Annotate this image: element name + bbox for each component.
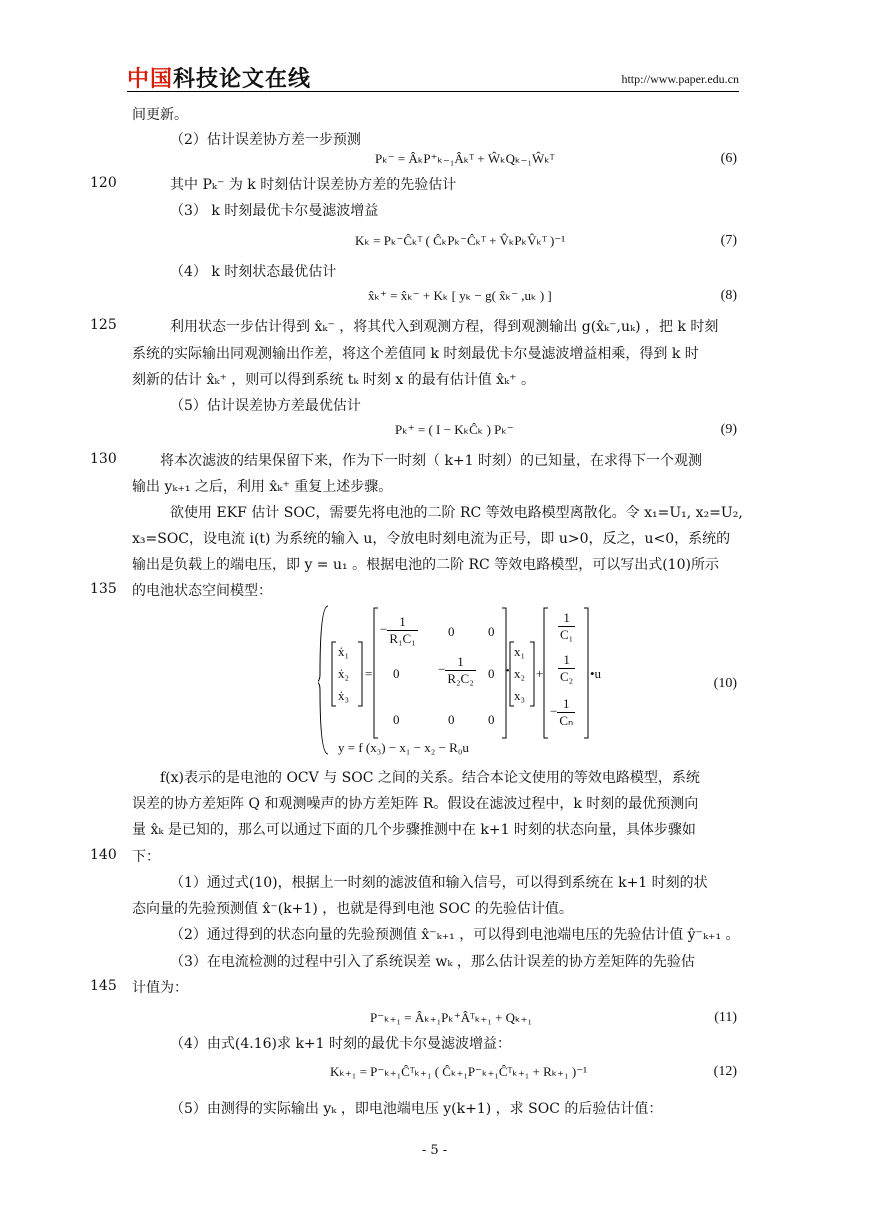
header-url[interactable]: http://www.paper.edu.cn xyxy=(621,72,739,86)
text-line: （4） k 时刻状态最优估计 xyxy=(170,264,337,280)
page-number: - 5 - xyxy=(421,1143,448,1158)
text-line: 态向量的先验预测值 x̂⁻(k+1) ，也就是得到电池 SOC 的先验估计值。 xyxy=(132,901,573,917)
text-line: （3）在电流检测的过程中引入了系统误差 wₖ ，那么估计误差的协方差矩阵的先验估 xyxy=(170,954,695,970)
text-line: f(x)表示的是电池的 OCV 与 SOC 之间的关系。结合本论文使用的等效电路模型，系统 xyxy=(160,770,700,786)
header-rule xyxy=(127,91,739,92)
state-space-matrix: ẋ₁ ẋ₂ ẋ₃ = − $\frac{1}{\text{R₁C₁}}$ 0 0 0 − $\frac{1}{\text{R₂C₂}}$ 0 0 0 0 x₁ x₂ x₃ • + $\frac{1}{\text{C₁}}$ $\frac{1}{\text{C₂}}$ − $\frac{1}{\text{Cₙ}}$ •u y = f (x₃) − x₁ − x₂ − R₀u xyxy=(318,604,618,764)
equation-9: Pₖ⁺ = ( I − KₖĈₖ ) Pₖ⁻ xyxy=(395,422,514,437)
equation-number: (7) xyxy=(720,233,737,248)
text-line: 输出 yₖ₊₁ 之后，利用 x̂ₖ⁺ 重复上述步骤。 xyxy=(132,479,393,495)
text-line: 其中 Pₖ⁻ 为 k 时刻估计误差协方差的先验估计 xyxy=(170,177,457,193)
equation-number: (10) xyxy=(713,676,737,691)
text-line: （1）通过式(10)，根据上一时刻的滤波值和输入信号，可以得到系统在 k+1 时刻的状 xyxy=(170,875,708,891)
line-number: 145 xyxy=(90,978,117,994)
equation-number: (9) xyxy=(720,422,737,437)
line-number: 140 xyxy=(90,847,117,863)
equation-number: (12) xyxy=(713,1064,737,1079)
text-line: （2）通过得到的状态向量的先验预测值 x̂⁻ₖ₊₁ ，可以得到电池端电压的先验估计值 ŷ⁻ₖ₊₁ 。 xyxy=(170,927,740,943)
text-line: （3） k 时刻最优卡尔曼滤波增益 xyxy=(170,203,379,219)
text-line: 计值为： xyxy=(132,980,188,996)
text-line: 的电池状态空间模型： xyxy=(132,583,272,599)
text-line: 刻新的估计 x̂ₖ⁺ ，则可以得到系统 tₖ 时刻 x 的最有估计值 x̂ₖ⁺ 。 xyxy=(132,372,536,388)
text-line: （5）由测得的实际输出 yₖ ，即电池端电压 y(k+1) ，求 SOC 的后验估计值： xyxy=(170,1101,663,1117)
text-line: 误差的协方差矩阵 Q 和观测噪声的协方差矩阵 R。假设在滤波过程中，k 时刻的最优预测向 xyxy=(132,796,699,812)
text-line: 间更新。 xyxy=(132,107,188,123)
text-line: （4）由式(4.16)求 k+1 时刻的最优卡尔曼滤波增益： xyxy=(170,1036,512,1052)
equation-number: (11) xyxy=(714,1010,737,1025)
text-line: 下： xyxy=(132,849,160,865)
text-line: （2）估计误差协方差一步预测 xyxy=(170,132,361,148)
text-line: x₃=SOC，设电流 i(t) 为系统的输入 u，令放电时刻电流为正号，即 u>0，反之，u<0，系统的 xyxy=(132,531,731,547)
text-line: 利用状态一步估计得到 x̂ₖ⁻ ，将其代入到观测方程，得到观测输出 g(x̂ₖ⁻,uₖ) ，把 k 时刻 xyxy=(170,319,719,335)
line-number: 125 xyxy=(90,317,117,333)
text-line: 将本次滤波的结果保留下来，作为下一时刻（ k+1 时刻）的已知量，在求得下一个观测 xyxy=(160,453,703,469)
equation-6: Pₖ⁻ = ÂₖP⁺ₖ₋₁Âₖᵀ + ŴₖQₖ₋₁Ŵₖᵀ xyxy=(375,151,555,166)
text-line: 量 x̂ₖ 是已知的，那么可以通过下面的几个步骤推测中在 k+1 时刻的状态向量，具体步骤如 xyxy=(132,822,696,838)
line-number: 135 xyxy=(90,581,117,597)
equation-11: P⁻ₖ₊₁ = Âₖ₊₁Pₖ⁺Âᵀₖ₊₁ + Qₖ₊₁ xyxy=(370,1010,532,1025)
text-line: 系统的实际输出同观测输出作差，将这个差值同 k 时刻最优卡尔曼滤波增益相乘，得到 k 时 xyxy=(132,346,699,362)
text-line: （5）估计误差协方差最优估计 xyxy=(170,398,361,414)
equation-12: Kₖ₊₁ = P⁻ₖ₊₁Ĉᵀₖ₊₁ ( Ĉₖ₊₁P⁻ₖ₊₁Ĉᵀₖ₊₁ + Rₖ₊₁ )⁻¹ xyxy=(330,1064,588,1079)
line-number: 130 xyxy=(90,451,117,467)
line-number: 120 xyxy=(90,175,117,191)
text-line: 输出是负载上的端电压，即 y = u₁ 。根据电池的二阶 RC 等效电路模型，可以写出式(10)所示 xyxy=(132,557,719,573)
text-line: 欲使用 EKF 估计 SOC，需要先将电池的二阶 RC 等效电路模型离散化。令 x₁=U₁, x₂=U₂, xyxy=(170,505,743,521)
equation-number: (6) xyxy=(720,151,737,166)
equation-8: x̂ₖ⁺ = x̂ₖ⁻ + Kₖ [ yₖ − g( x̂ₖ⁻ ,uₖ ) ] xyxy=(368,288,552,303)
equation-7: Kₖ = Pₖ⁻Ĉₖᵀ ( ĈₖPₖ⁻Ĉₖᵀ + V̂ₖPₖV̂ₖᵀ )⁻¹ xyxy=(355,233,566,248)
journal-logo: 中国科技论文在线 xyxy=(127,67,312,92)
equation-number: (8) xyxy=(720,288,737,303)
